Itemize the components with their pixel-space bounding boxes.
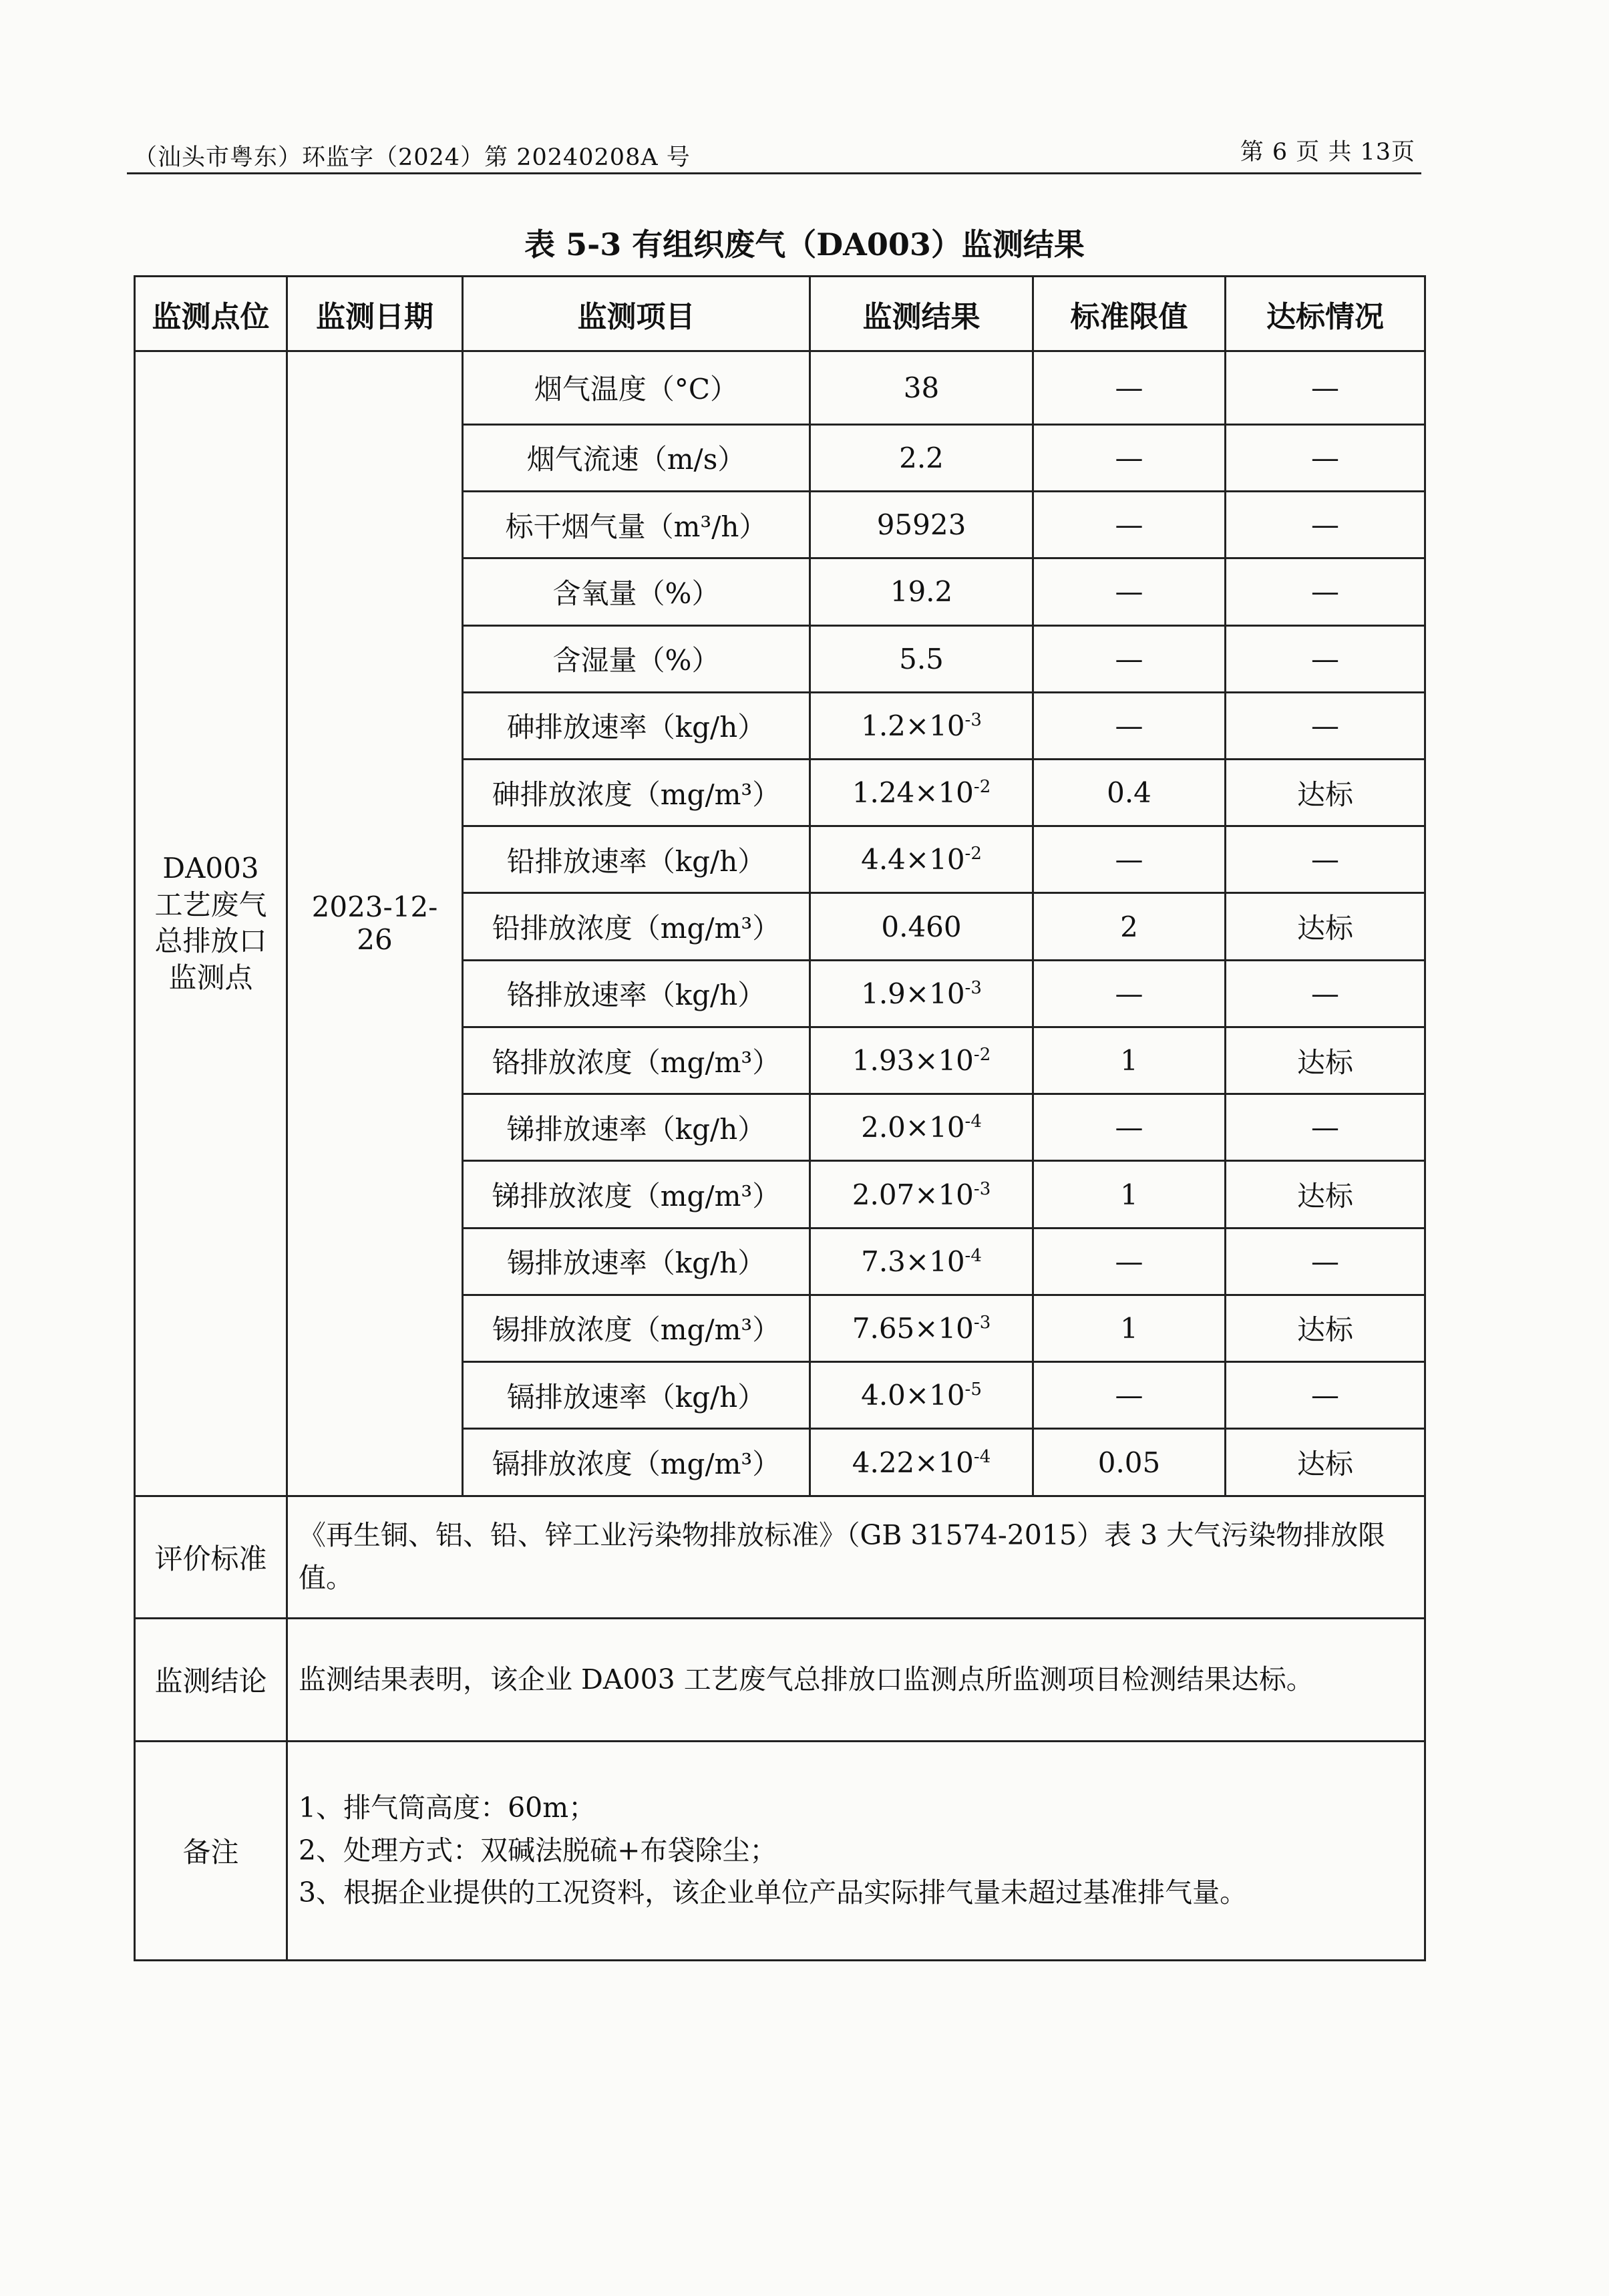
result-exponent: -3 <box>973 1312 991 1333</box>
location-line: 总排放口 <box>154 925 267 958</box>
status-cell: 达标 <box>1226 760 1425 826</box>
col-header-status: 达标情况 <box>1226 277 1425 351</box>
result-cell <box>810 826 1033 893</box>
status-cell: 达标 <box>1226 1429 1425 1496</box>
remark-line: 1、排气筒高度：60m； <box>299 1791 596 1824</box>
result-base: 95923 <box>876 508 966 542</box>
limit-cell: — <box>1033 692 1226 759</box>
result-base: 4.22×10 <box>852 1446 974 1479</box>
status-cell: — <box>1226 826 1425 893</box>
result-base: 2.0×10 <box>861 1111 965 1144</box>
item-cell: 标干烟气量（m³/h） <box>463 492 810 558</box>
status-cell: 达标 <box>1226 893 1425 960</box>
result-base: 1.2×10 <box>861 709 965 742</box>
status-cell: — <box>1226 1362 1425 1429</box>
status-cell: — <box>1226 424 1425 491</box>
result-base: 38 <box>903 371 940 404</box>
table-footer-section <box>135 1496 1425 1960</box>
result-base: 2.2 <box>899 441 944 474</box>
conclusion-label: 监测结论 <box>135 1619 287 1741</box>
item-cell: 砷排放速率（kg/h） <box>463 692 810 759</box>
header-divider <box>127 172 1421 174</box>
item-cell: 锡排放速率（kg/h） <box>463 1228 810 1295</box>
conclusion-text: 监测结果表明，该企业 DA003 工艺废气总排放口监测点所监测项目检测结果达标。 <box>287 1619 1425 1741</box>
limit-cell: — <box>1033 1094 1226 1161</box>
limit-cell: 0.05 <box>1033 1429 1226 1496</box>
limit-cell: 2 <box>1033 893 1226 960</box>
result-cell <box>810 492 1033 558</box>
monitoring-date-cell: 2023-12-26 <box>287 351 463 1496</box>
result-cell <box>810 625 1033 692</box>
result-cell <box>810 1161 1033 1228</box>
item-cell: 铅排放浓度（mg/m³） <box>463 893 810 960</box>
results-table <box>134 275 1426 1961</box>
evaluation-text: 《再生铜、铝、铅、锌工业污染物排放标准》（GB 31574-2015）表 3 大气污染物排放限值。 <box>287 1496 1425 1618</box>
result-base: 4.4×10 <box>861 843 965 876</box>
result-exponent: -4 <box>964 1245 982 1266</box>
result-base: 1.24×10 <box>852 776 974 810</box>
limit-cell: 0.4 <box>1033 760 1226 826</box>
table-title: 表 5-3 有组织废气（DA003）监测结果 <box>524 226 1085 263</box>
status-cell: 达标 <box>1226 1295 1425 1361</box>
remarks-label: 备注 <box>135 1741 287 1960</box>
item-cell: 锑排放浓度（mg/m³） <box>463 1161 810 1228</box>
item-cell: 烟气温度（°C） <box>463 351 810 425</box>
result-cell <box>810 1362 1033 1429</box>
result-cell <box>810 1295 1033 1361</box>
table-row <box>135 351 1425 425</box>
result-cell <box>810 1094 1033 1161</box>
status-cell: — <box>1226 1094 1425 1161</box>
result-cell <box>810 960 1033 1027</box>
status-cell: 达标 <box>1226 1027 1425 1094</box>
col-header-item: 监测项目 <box>463 277 810 351</box>
result-exponent: -2 <box>973 1045 991 1065</box>
result-exponent: -2 <box>964 844 982 864</box>
col-header-result: 监测结果 <box>810 277 1033 351</box>
item-cell: 烟气流速（m/s） <box>463 424 810 491</box>
result-cell <box>810 1429 1033 1496</box>
col-header-date: 监测日期 <box>287 277 463 351</box>
item-cell: 含氧量（%） <box>463 558 810 625</box>
table-header-row <box>135 277 1425 351</box>
evaluation-label: 评价标准 <box>135 1496 287 1618</box>
evaluation-row <box>135 1496 1425 1618</box>
page-info: 第 6 页 共 13页 <box>1240 139 1415 166</box>
remarks-text <box>287 1741 1425 1960</box>
limit-cell: 1 <box>1033 1161 1226 1228</box>
limit-cell: — <box>1033 1228 1226 1295</box>
item-cell: 铅排放速率（kg/h） <box>463 826 810 893</box>
col-header-location: 监测点位 <box>135 277 287 351</box>
result-base: 0.460 <box>881 910 962 943</box>
result-exponent: -3 <box>964 709 982 730</box>
remark-line: 2、处理方式：双碱法脱硫+布袋除尘； <box>299 1834 777 1866</box>
result-cell <box>810 1027 1033 1094</box>
result-base: 5.5 <box>899 642 944 675</box>
result-cell <box>810 424 1033 491</box>
status-cell: — <box>1226 692 1425 759</box>
result-exponent: -2 <box>973 777 991 798</box>
item-cell: 含湿量（%） <box>463 625 810 692</box>
result-base: 1.93×10 <box>852 1044 974 1078</box>
result-base: 19.2 <box>890 575 953 609</box>
result-cell <box>810 351 1033 425</box>
limit-cell: 1 <box>1033 1027 1226 1094</box>
location-line: DA003 <box>162 852 259 885</box>
item-cell: 铬排放浓度（mg/m³） <box>463 1027 810 1094</box>
table-body <box>135 351 1425 1496</box>
remarks-row <box>135 1741 1425 1960</box>
location-line: 工艺废气 <box>154 888 267 921</box>
status-cell: — <box>1226 625 1425 692</box>
conclusion-row <box>135 1619 1425 1741</box>
result-exponent: -3 <box>973 1178 991 1199</box>
limit-cell: — <box>1033 960 1226 1027</box>
status-cell: — <box>1226 960 1425 1027</box>
result-base: 1.9×10 <box>861 977 965 1010</box>
limit-cell: — <box>1033 558 1226 625</box>
item-cell: 镉排放浓度（mg/m³） <box>463 1429 810 1496</box>
item-cell: 镉排放速率（kg/h） <box>463 1362 810 1429</box>
item-cell: 锡排放浓度（mg/m³） <box>463 1295 810 1361</box>
remark-line: 3、根据企业提供的工况资料，该企业单位产品实际排气量未超过基准排气量。 <box>299 1876 1248 1909</box>
document-number: （汕头市粤东）环监字（2024）第 20240208A 号 <box>134 144 691 171</box>
limit-cell: — <box>1033 351 1226 425</box>
status-cell: 达标 <box>1226 1161 1425 1228</box>
limit-cell: — <box>1033 492 1226 558</box>
limit-cell: 1 <box>1033 1295 1226 1361</box>
monitoring-location-cell <box>135 351 287 1496</box>
status-cell: — <box>1226 558 1425 625</box>
result-cell <box>810 1228 1033 1295</box>
result-cell <box>810 692 1033 759</box>
location-line: 监测点 <box>168 961 253 994</box>
status-cell: — <box>1226 1228 1425 1295</box>
status-cell: — <box>1226 492 1425 558</box>
limit-cell: — <box>1033 625 1226 692</box>
item-cell: 铬排放速率（kg/h） <box>463 960 810 1027</box>
result-exponent: -5 <box>964 1379 982 1400</box>
result-exponent: -3 <box>964 977 982 998</box>
result-cell <box>810 893 1033 960</box>
status-cell: — <box>1226 351 1425 425</box>
result-base: 7.65×10 <box>852 1311 974 1345</box>
limit-cell: — <box>1033 1362 1226 1429</box>
result-exponent: -4 <box>964 1112 982 1132</box>
col-header-limit: 标准限值 <box>1033 277 1226 351</box>
item-cell: 锑排放速率（kg/h） <box>463 1094 810 1161</box>
result-base: 4.0×10 <box>861 1379 965 1412</box>
result-cell <box>810 760 1033 826</box>
item-cell: 砷排放浓度（mg/m³） <box>463 760 810 826</box>
result-exponent: -4 <box>973 1446 991 1467</box>
result-base: 2.07×10 <box>852 1178 974 1211</box>
result-cell <box>810 558 1033 625</box>
limit-cell: — <box>1033 424 1226 491</box>
result-base: 7.3×10 <box>861 1245 965 1278</box>
limit-cell: — <box>1033 826 1226 893</box>
